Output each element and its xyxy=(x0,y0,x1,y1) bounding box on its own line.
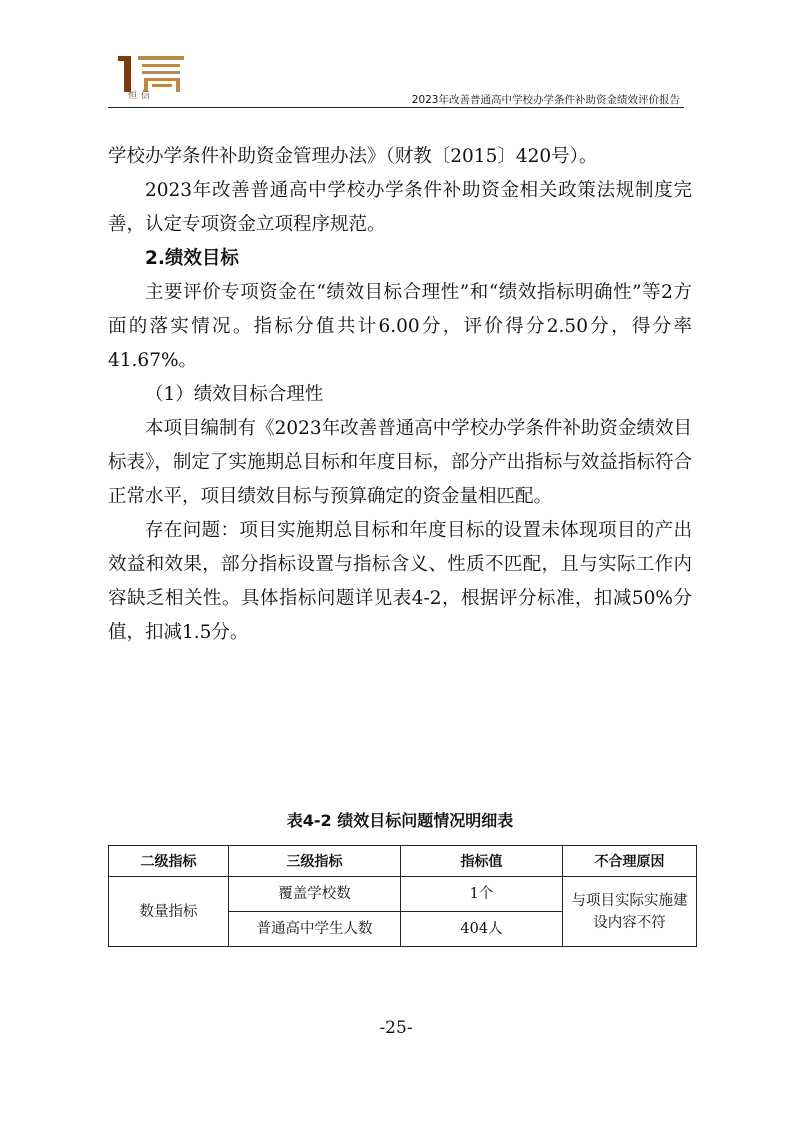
issues-table xyxy=(108,845,697,947)
table-header-row xyxy=(109,846,697,877)
table-cell: 覆盖学校数 xyxy=(229,877,401,912)
logo-caption: 恒信 xyxy=(128,91,155,101)
header-title: 2023年改善普通高中学校办学条件补助资金绩效评价报告 xyxy=(411,94,680,106)
table-row xyxy=(109,877,697,912)
table-cell-reason: 与项目实际实施建设内容不符 xyxy=(563,877,697,947)
header-divider xyxy=(108,107,684,108)
page-number: -25- xyxy=(379,1018,413,1038)
table-cell: 普通高中学生人数 xyxy=(229,912,401,947)
column-header: 二级指标 xyxy=(109,846,229,877)
report-body xyxy=(108,140,692,650)
table-caption: 表4-2 绩效目标问题情况明细表 xyxy=(286,811,514,830)
paragraph-policy: 2023年改善普通高中学校办学条件补助资金相关政策法规制度完善，认定专项资金立项程序规范。 xyxy=(108,180,692,235)
subheading-goal-rationality: （1）绩效目标合理性 xyxy=(145,384,324,405)
paragraph-scoring: 主要评价专项资金在“绩效目标合理性”和“绩效指标明确性”等2方面的落实情况。指标分值共计6.00分，评价得分2.50分，得分率41.67%。 xyxy=(108,282,692,371)
paragraph-issues: 存在问题：项目实施期总目标和年度目标的设置未体现项目的产出效益和效果，部分指标设置与指标含义、性质不匹配，且与实际工作内容缺乏相关性。具体指标问题详见表4-2，根据评分标准，扣减50%分值，扣减1.5分。 xyxy=(108,520,692,643)
column-header: 指标值 xyxy=(401,846,563,877)
section-heading-performance-goals: 2.绩效目标 xyxy=(145,248,239,269)
column-header: 不合理原因 xyxy=(563,846,697,877)
paragraph-goal-table: 本项目编制有《2023年改善普通高中学校办学条件补助资金绩效目标表》，制定了实施期总目标和年度目标，部分产出指标与效益指标符合正常水平，项目绩效目标与预算确定的资金量相匹配。 xyxy=(108,418,692,507)
table-cell-group: 数量指标 xyxy=(109,877,229,947)
table-cell: 404人 xyxy=(401,912,563,947)
column-header: 三级指标 xyxy=(229,846,401,877)
paragraph-regulation: 学校办学条件补助资金管理办法》（财教〔2015〕420号）。 xyxy=(108,146,598,167)
table-cell: 1个 xyxy=(401,877,563,912)
